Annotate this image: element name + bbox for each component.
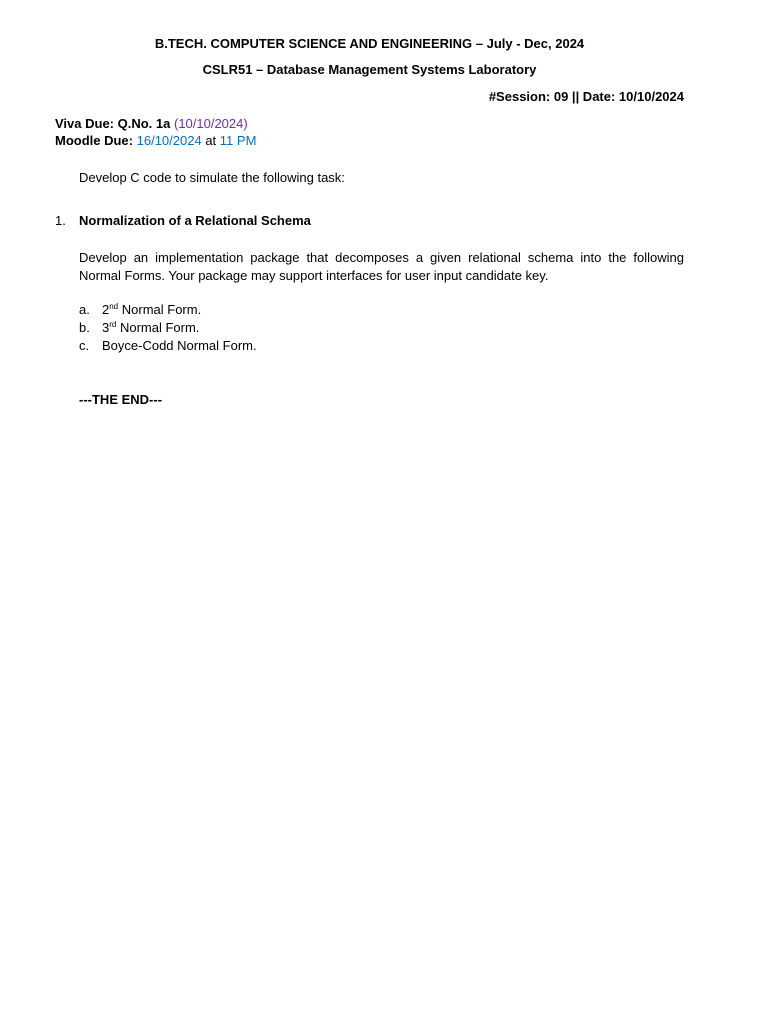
- list-marker: c.: [79, 338, 90, 353]
- ordinal-number: 2: [102, 302, 110, 317]
- moodle-due-date: 16/10/2024: [136, 133, 202, 148]
- moodle-due-time: 11 PM: [219, 133, 257, 148]
- course-title: B.TECH. COMPUTER SCIENCE AND ENGINEERING – July - Dec, 2024: [154, 36, 585, 51]
- list-item-text: Normal Form.: [116, 320, 200, 335]
- viva-due-date: (10/10/2024): [173, 116, 248, 131]
- moodle-due-label: Moodle Due:: [55, 133, 133, 148]
- list-marker: a.: [79, 302, 90, 317]
- moodle-due-at: at: [205, 133, 217, 148]
- moodle-due-line: [55, 133, 256, 148]
- subject-title: CSLR51 – Database Management Systems Laboratory: [202, 62, 537, 77]
- list-item: [79, 320, 199, 335]
- question-number: 1.: [55, 213, 66, 228]
- list-item-text: Boyce-Codd Normal Form.: [102, 338, 257, 353]
- ordinal-suffix: rd: [109, 320, 117, 329]
- ordinal-number: 3: [102, 320, 110, 335]
- list-item: [79, 338, 257, 353]
- list-item: [79, 302, 201, 317]
- viva-due-label: Viva Due: Q.No. 1a: [55, 116, 171, 131]
- viva-due-line: [55, 116, 248, 131]
- list-marker: b.: [79, 320, 90, 335]
- intro-text: Develop C code to simulate the following task:: [79, 170, 345, 185]
- question-description: Develop an implementation package that decomposes a given relational schema into the following Normal Forms. Your package may support interfaces for user input candidate key.: [79, 250, 684, 283]
- list-item-text: Normal Form.: [118, 302, 202, 317]
- ordinal-suffix: nd: [109, 302, 119, 311]
- question-title: Normalization of a Relational Schema: [79, 213, 311, 228]
- end-marker: ---THE END---: [79, 392, 163, 407]
- session-date-line: #Session: 09 || Date: 10/10/2024: [488, 89, 684, 104]
